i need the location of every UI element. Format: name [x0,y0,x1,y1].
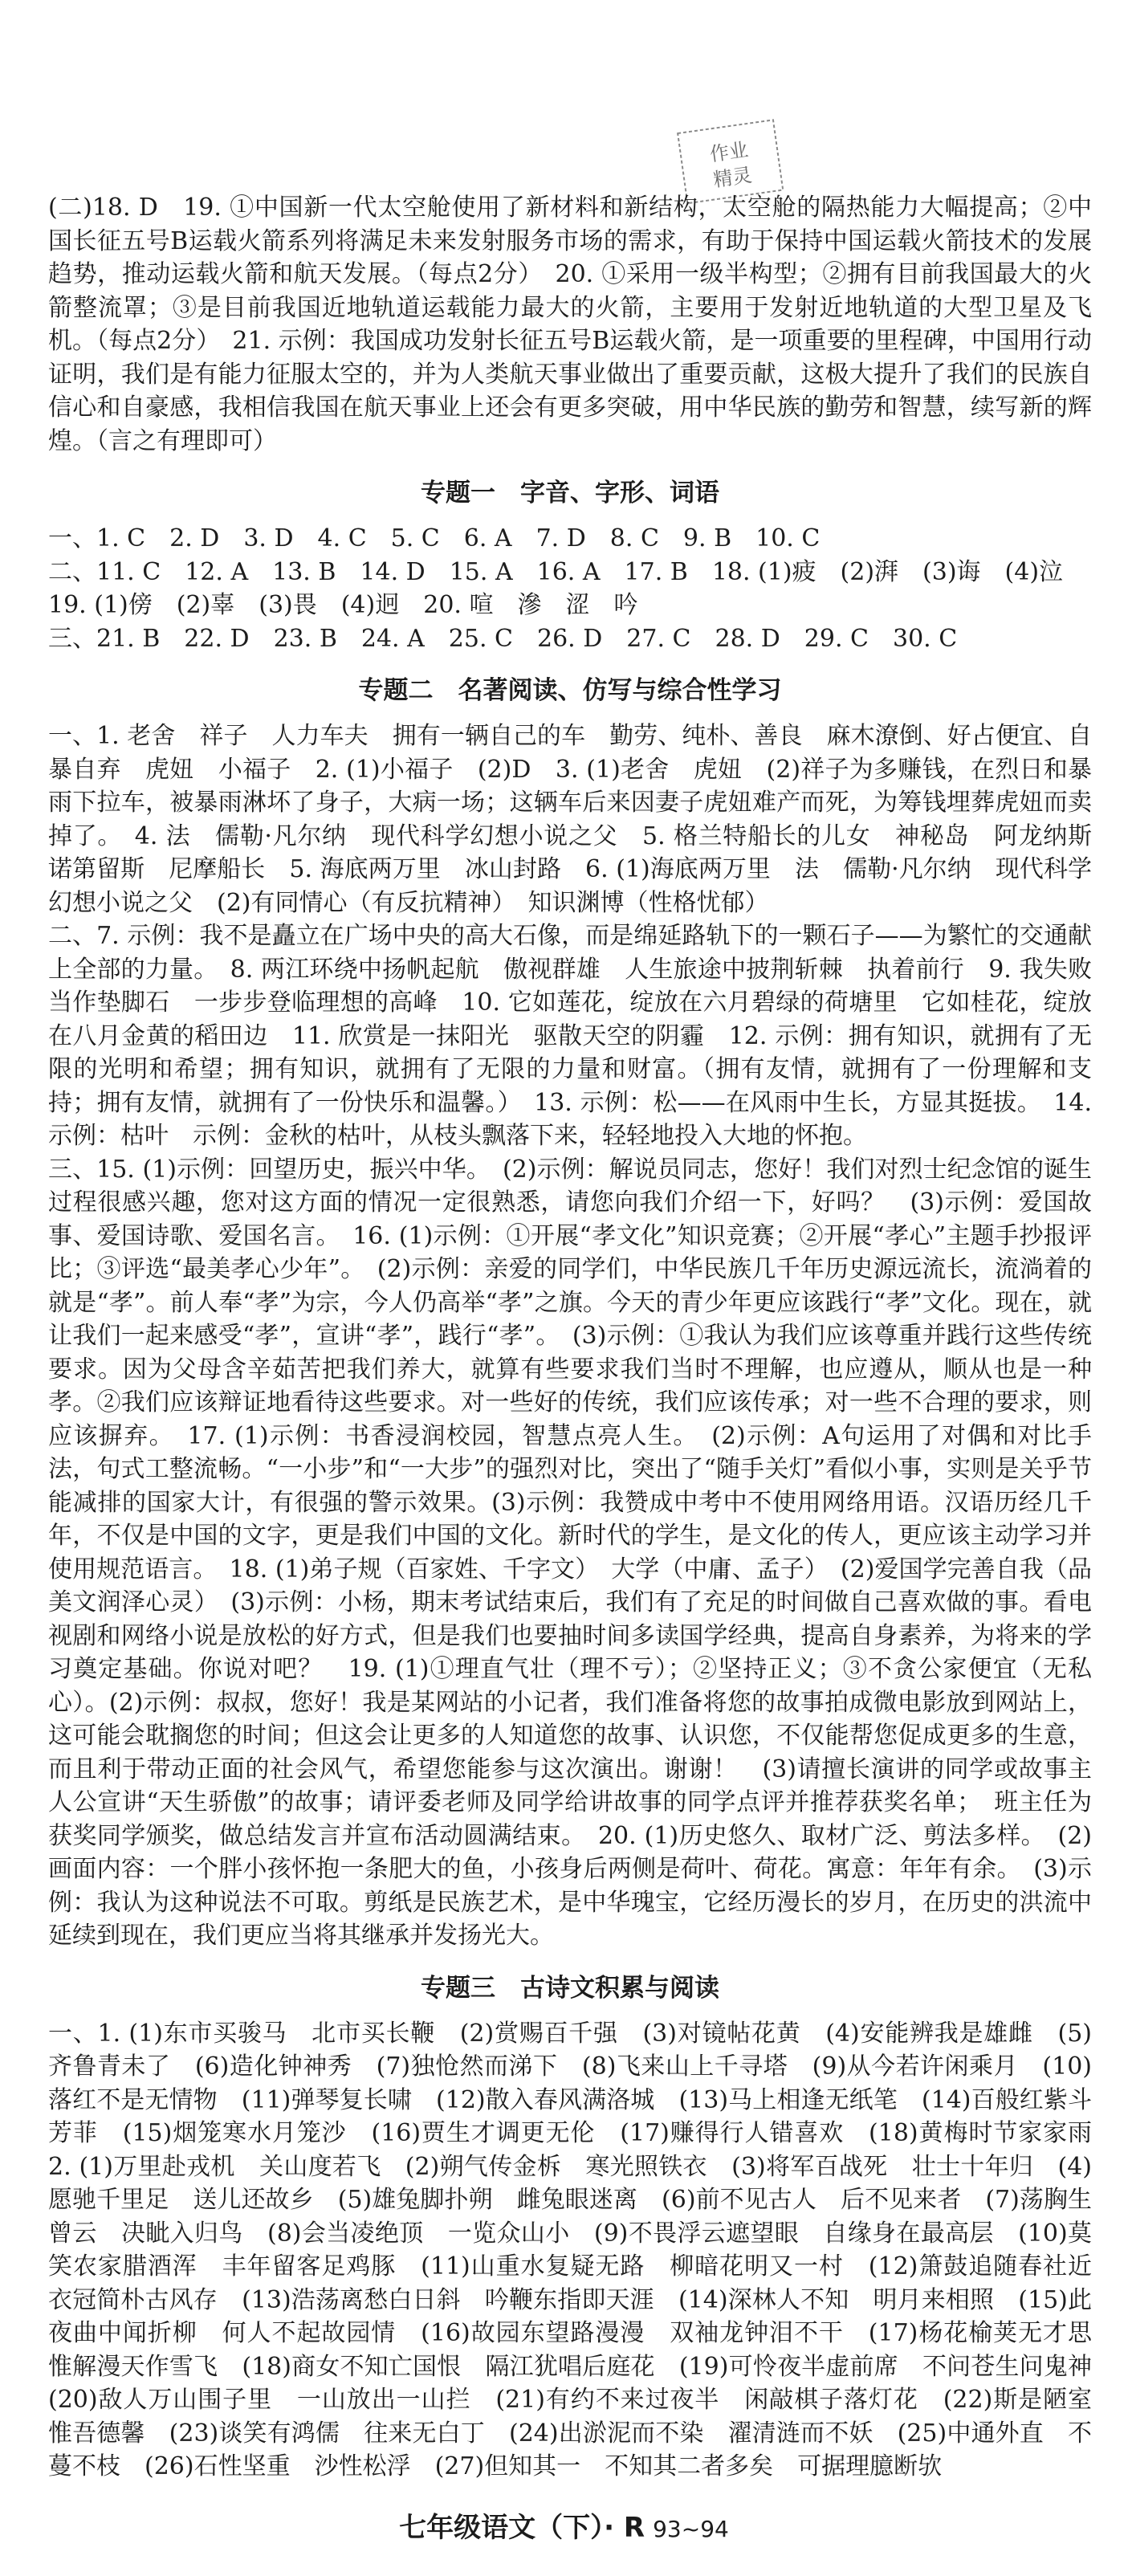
section-body [48,2017,1116,2484]
section-1 [48,469,1092,655]
section-body [48,719,1116,1953]
stamp-line-1: 作业 [708,138,750,166]
section-body [48,522,1092,655]
intro-paragraph: (二)18. D 19. ①中国新一代太空舱使用了新材料和新结构，太空舱的隔热能力大幅提高；②中国长征五号B运载火箭系列将满足未来发射服务市场的需求，有助于保持中国运载火箭技术的发展趋势，推动运载火箭和航天发展。（每点2分） 20. ①采用一级半构型；②拥有目前我国最大的火箭整流罩；③是目前我国近地轨道运载能力最大的火箭，主要用于发射近地轨道的大型卫星及飞机。（每点2分） 21. 示例：我国成功发射长征五号B运载火箭，是一项重要的里程碑，中国用行动证明，我们是有能力征服太空的，并为人类航天事业做出了重要贡献，这极大提升了我们的民族自信心和自豪感，我相信我国在航天事业上还会有更多突破，用中华民族的勤劳和智慧，续写新的辉煌。（言之有理即可） [48,194,1092,455]
section-heading: 专题三 古诗文积累与阅读 [421,1973,719,2003]
answer-paragraph: 一、1. (1)东市买骏马 北市买长鞭 (2)赏赐百千强 (3)对镜帖花黄 (4)安能辨我是雄雌 (5)齐鲁青未了 (6)造化钟神秀 (7)独怆然而涕下 (8)飞来山上千寻塔 (9)从今若许闲乘月 (10)落红不是无情物 (11)弹琴复长啸 (12)散入春风满洛城 (13)马上相逢无纸笔 (14)百般红紫斗芳菲 (15)烟笼寒水月笼沙 (16)贾生才调更无伦 (17)赚得行人错喜欢 (18)黄梅时节家家雨 2. (1)万里赴戎机 关山度若飞 (2)朔气传金柝 寒光照铁衣 (3)将军百战死 壮士十年归 (4)愿驰千里足 送儿还故乡 (5)雄兔脚扑朔 雌兔眼迷离 (6)前不见古人 后不见来者 (7)荡胸生曾云 决眦入归鸟 (8)会当凌绝顶 一览众山小 (9)不畏浮云遮望眼 自缘身在最高层 (10)莫笑农家腊酒浑 丰年留客足鸡豚 (11)山重水复疑无路 柳暗花明又一村 (12)箫鼓追随春社近 衣冠简朴古风存 (13)浩荡离愁白日斜 吟鞭东指即天涯 (14)深林人不知 明月来相照 (15)此夜曲中闻折柳 何人不起故园情 (16)故园东望路漫漫 双袖龙钟泪不干 (17)杨花榆荚无才思 惟解漫天作雪飞 (18)商女不知亡国恨 隔江犹唱后庭花 (19)可怜夜半虚前席 不问苍生问鬼神 (20)敌人万山围子里 一山放出一山拦 (21)有约不来过夜半 闲敲棋子落灯花 (22)斯是陋室 惟吾德馨 (23)谈笑有鸿儒 往来无白丁 (24)出淤泥而不染 濯清涟而不妖 (25)中通外直 不蔓不枝 (26)石性坚重 沙性松浮 (27)但知其一 不知其二者多矣 可据理臆断欤 [48,2019,1116,2480]
section-heading: 专题一 字音、字形、词语 [421,479,719,507]
section-3 [48,1964,1116,2484]
stamp-line-2: 精灵 [711,163,754,192]
answer-paragraph: 二、7. 示例：我不是矗立在广场中央的高大石像，而是绵延路轨下的一颗石子——为繁忙的交通献上全部的力量。 8. 两江环绕中扬帆起航 傲视群雄 人生旅途中披荆斩棘 执着前行 9. 我失败当作垫脚石 一步步登临理想的高峰 10. 它如莲花，绽放在六月碧绿的荷塘里 它如桂花，绽放在八月金黄的稻田边 11. 欣赏是一抹阳光 驱散天空的阴霾 12. 示例：拥有知识，就拥有了无限的光明和希望；拥有知识，就拥有了无限的力量和财富。（拥有友情，就拥有了一份理解和支持；拥有友情，就拥有了一份快乐和温馨。） 13. 示例：松——在风雨中生长，方显其挺拔。 14. 示例：枯叶 示例：金秋的枯叶，从枝头飘落下来，轻轻地投入大地的怀抱。 [48,922,1092,1150]
section-heading: 专题二 名著阅读、仿写与综合性学习 [358,676,782,705]
answer-line: 19. (1)傍 (2)辜 (3)畏 (4)迥 20. 喧 滲 涩 吟 [48,591,638,619]
answer-line: 二、11. C 12. A 13. B 14. D 15. A 16. A 17. B 18. (1)疲 (2)湃 (3)诲 (4)泣 [48,557,1064,586]
answer-paragraph: 三、15. (1)示例：回望历史，振兴中华。 (2)示例：解说员同志，您好！我们对烈士纪念馆的诞生过程很感兴趣，您对这方面的情况一定很熟悉，请您向我们介绍一下，好吗？ (3)示例：爱国故事、爱国诗歌、爱国名言。 16. (1)示例：①开展“孝文化”知识竞赛；②开展“孝心”主题手抄报评比；③评选“最美孝心少年”。 (2)示例：亲爱的同学们，中华民族几千年历史源远流长，流淌着的就是“孝”。前人奉“孝”为宗，今人仍高举“孝”之旗。今天的青少年更应该践行“孝”文化。现在，就让我们一起来感受“孝”，宣讲“孝”，践行“孝”。 (3)示例：①我认为我们应该尊重并践行这些传统要求。因为父母含辛茹苦把我们养大，就算有些要求我们当时不理解，也应遵从，顺从也是一种孝。②我们应该辩证地看待这些要求。对一些好的传统，我们应该传承；对一些不合理的要求，则应该摒弃。 17. (1)示例：书香浸润校园，智慧点亮人生。 (2)示例：A句运用了对偶和对比手法，句式工整流畅。“一小步”和“一大步”的强烈对比，突出了“随手关灯”看似小事，实则是关乎节能减排的国家大计，有很强的警示效果。(3)示例：我赞成中考中不使用网络用语。汉语历经几千年，不仅是中国的文字，更是我们中国的文化。新时代的学生，是文化的传人，更应该主动学习并使用规范语言。 18. (1)弟子规（百家姓、千字文） 大学（中庸、孟子） (2)爱国学完善自我（品美文润泽心灵） (3)示例：小杨，期末考试结束后，我们有了充足的时间做自己喜欢做的事。看电视剧和网络小说是放松的好方式，但是我们也要抽时间多读国学经典，提高自身素养，为将来的学习奠定基础。你说对吧？ 19. (1)①理直气壮（理不亏）；②坚持正义；③不贪公家便宜（无私心）。(2)示例：叔叔，您好！我是某网站的小记者，我们准备将您的故事拍成微电影放到网站上，这可能会耽搁您的时间；但这会让更多的人知道您的故事、认识您，不仅能帮您促成更多的生意，而且利于带动正面的社会风气，希望您能参与这次演出。谢谢！ (3)请擅长演讲的同学或故事主人公宣讲“天生骄傲”的故事；请评委老师及同学给讲故事的同学点评并推荐获奖名单； 班主任为获奖同学颁奖，做总结发言并宣布活动圆满结束。 20. (1)历史悠久、取材广泛、剪法多样。 (2)画面内容：一个胖小孩怀抱一条肥大的鱼，小孩身后两侧是荷叶、荷花。寓意：年年有余。 (3)示例：我认为这种说法不可取。剪纸是民族艺术，是中华瑰宝，它经历漫长的岁月，在历史的洪流中延续到现在，我们更应当将其继承并发扬光大。 [48,1155,1092,1950]
page-footer [0,2505,1128,2545]
page-numbers: 93~94 [653,2516,729,2542]
answer-line: 三、21. B 22. D 23. B 24. A 25. C 26. D 27. C 28. D 29. C 30. C [48,624,958,653]
answer-paragraph: 一、1. 老舍 祥子 人力车夫 拥有一辆自己的车 勤劳、纯朴、善良 麻木潦倒、好占便宜、自暴自弃 虎妞 小福子 2. (1)小福子 (2)D 3. (1)老舍 虎妞 (2)祥子为多赚钱，在烈日和暴雨下拉车，被暴雨淋坏了身子，大病一场；这辆车后来因妻子虎妞难产而死，为筹钱埋葬虎妞而卖掉了。 4. 法 儒勒·凡尔纳 现代科学幻想小说之父 5. 格兰特船长的儿女 神秘岛 阿龙纳斯 诺第留斯 尼摩船长 5. 海底两万里 冰山封路 6. (1)海底两万里 法 儒勒·凡尔纳 现代科学幻想小说之父 (2)有同情心（有反抗精神） 知识渊博（性格忧郁） [48,722,1116,917]
footer-title: 七年级语文（下）· R [399,2512,645,2544]
answer-page [48,191,1116,2484]
section-2 [48,666,1116,1953]
intro-block [48,191,1092,458]
answer-line: 一、1. C 2. D 3. D 4. C 5. C 6. A 7. D 8. C 9. B 10. C [48,524,821,552]
